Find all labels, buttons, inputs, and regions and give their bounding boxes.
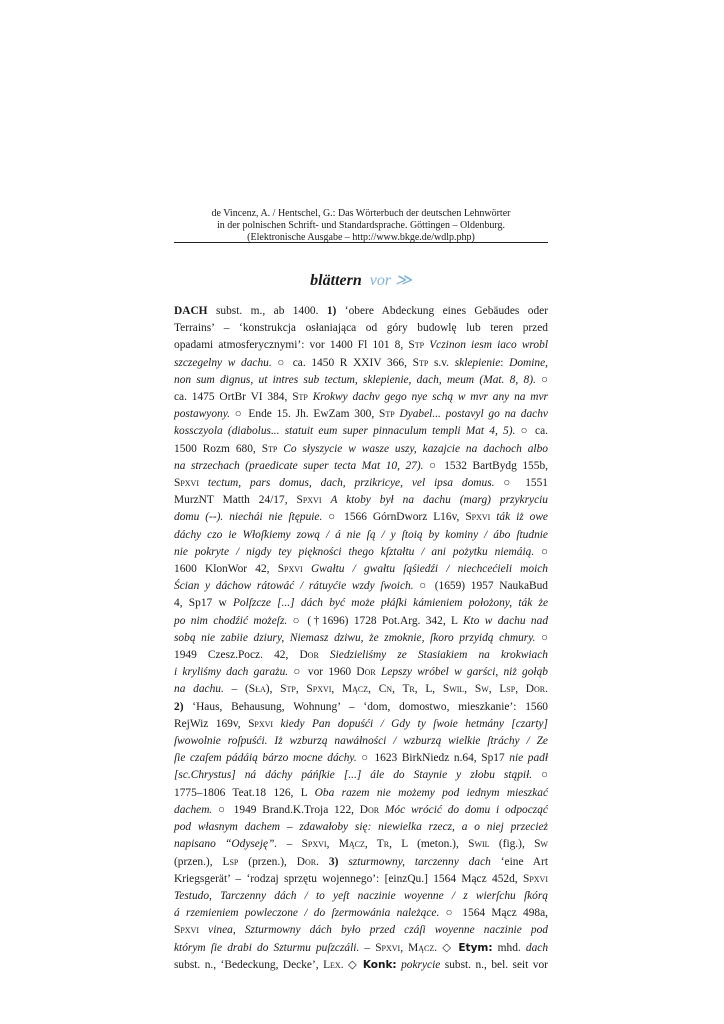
entry-text: Swil <box>468 838 490 851</box>
entry-text: dachem. <box>174 803 213 816</box>
browse-title: blättern <box>310 272 362 289</box>
entry-line <box>174 423 548 440</box>
entry-text: MurzNT Matth 24/17, <box>174 494 297 507</box>
entry-line <box>174 716 548 733</box>
entry-text: szczegelny w dachu. <box>174 356 272 369</box>
entry-text: 1775–1806 Teat.18 126, L <box>174 786 315 799</box>
entry-line <box>174 613 548 630</box>
citation-header <box>174 208 548 244</box>
entry-text: Dor <box>356 666 376 679</box>
entry-text: opadami atmosferycznymi’: vor 1400 Fl 101 8, <box>174 339 409 352</box>
entry-text: Oba razem nie możemy pod iednym mieszkać <box>314 786 548 799</box>
entry-text: . ◇ <box>434 941 459 954</box>
entry-text: ○ <box>535 631 549 644</box>
entry-text: ſwowolnie roſpuśći. Iż wzburzą nawáłności / wzburzą wielkie ſtráchy / Ze <box>174 735 548 748</box>
entry-line <box>174 647 548 664</box>
entry-text: ○ 1949 Brand.K.Troja 122, <box>212 803 360 816</box>
entry-line <box>174 492 548 509</box>
entry-text: ca. 1475 OrtBr VI 384, <box>174 391 293 404</box>
entry-text: napisano “Odyseję”. <box>174 838 278 851</box>
entry-text: szturmowny, tarczenny dach <box>348 855 491 868</box>
entry-text: Spxvi <box>277 563 303 576</box>
entry-text: na strzechach (praedicate super tecta Mat 10, 27). <box>174 459 424 472</box>
entry-line <box>174 905 548 922</box>
entry-text: subst. n., bel. seit vor <box>440 958 548 971</box>
entry-text: (przen.), <box>174 855 223 868</box>
entry-text: non sum dignus, ut intres sub tectum, sklepienie, dach, meum (Mat. 8, 8). <box>174 373 536 386</box>
entry-text: którym ſie drabi do Szturmu puſzczáli. <box>174 941 360 954</box>
entry-text <box>338 856 348 868</box>
entry-text: ○ <box>532 769 548 782</box>
entry-line <box>174 664 548 681</box>
next-link[interactable] <box>370 272 412 289</box>
entry-text: Dyabel... postavyl go na dachv <box>399 408 548 421</box>
entry-line <box>174 561 548 578</box>
entry-text: ○ (†1696) 1728 Pot.Arg. 342, L <box>287 614 463 627</box>
entry-text: pokrycie <box>401 958 441 971</box>
next-arrow-icon: ≫ <box>395 272 412 289</box>
citation-line-3: (Elektronische Ausgabe – http://www.bkge.de/wdlp.php) <box>247 232 475 243</box>
entry-text: subst. n., ‘Bedeckung, Decke’, <box>174 958 324 971</box>
header-divider <box>174 242 548 243</box>
entry-text: ○ 1532 BartBydg 155b, <box>423 459 548 472</box>
entry-text: Stp <box>261 442 278 455</box>
entry-text: postawyony. <box>174 408 231 421</box>
entry-text: Testudo, Tarczenny dách / to yeſt naczinie woyenne / z wierſchu ſkórą <box>174 889 548 902</box>
entry-text <box>273 718 280 730</box>
entry-text: DACH <box>174 305 208 317</box>
entry-text: ○ vor 1960 <box>288 666 357 679</box>
entry-line <box>174 355 548 372</box>
entry-text: Spxvi <box>465 511 491 524</box>
entry-text: (fig.), <box>489 838 535 851</box>
entry-line <box>174 630 548 647</box>
entry-text: Gwałtu / gwałtu ſąśiedźi / niechcećieli moich <box>310 563 549 576</box>
entry-text: ○ ca. <box>515 425 548 438</box>
citation-line-1: de Vincenz, A. / Hentschel, G.: Das Wörterbuch der deutschen Lehnwörter <box>211 208 511 219</box>
entry-text: , L (meton.), <box>389 838 469 851</box>
entry-text: . ◇ <box>340 958 363 971</box>
entry-text: Polſzcze [...] dách być może płáſki kámieniem położony, ták że <box>232 597 548 610</box>
entry-line <box>174 819 548 836</box>
entry-text: Etym: <box>458 941 493 954</box>
entry-text: dach <box>525 941 549 954</box>
entry-text: – ( <box>223 683 249 696</box>
entry-text: Spxvi <box>522 872 548 885</box>
entry-text: Terrains’ – ‘konstrukcja osłaniająca od góry budowlę lub teren przed <box>174 322 548 335</box>
entry-text: na dachu. <box>174 683 224 696</box>
entry-text: Dor <box>299 649 319 662</box>
entry-text: RejWiz 169v, <box>174 717 249 730</box>
entry-line <box>174 681 548 698</box>
entry-text: Domine, <box>509 356 549 369</box>
entry-line <box>174 750 548 767</box>
entry-line <box>174 303 548 320</box>
entry-text: Stp, Spxvi, Mącz, Cn, Tr, L, Swil, Sw, Lsp, Dor. <box>280 683 548 696</box>
entry-text: 4, Sp17 w <box>174 597 233 610</box>
entry-text <box>303 563 311 575</box>
entry-text: Dor <box>359 803 380 816</box>
entry-text: ‘eine Art <box>490 855 548 868</box>
browse-navigation <box>174 271 548 291</box>
entry-text: Lex <box>323 958 341 971</box>
entry-text: ○ <box>535 373 548 386</box>
entry-line <box>174 578 548 595</box>
entry-text: Stp <box>412 356 429 369</box>
entry-line <box>174 595 548 612</box>
entry-line <box>174 475 548 492</box>
entry-text: 1) <box>326 305 337 317</box>
entry-line <box>174 441 548 458</box>
entry-text: domu (--). niechái nie ſtępuie. <box>174 511 323 524</box>
entry-text <box>199 477 208 489</box>
entry-text: ○ (1659) 1957 NaukaBud <box>413 580 548 593</box>
entry-text: nie padł <box>509 752 549 765</box>
entry-text: ○ ca. 1450 R XXIV 366, <box>271 356 413 369</box>
entry-text: subst. m., ab 1400. <box>207 305 327 317</box>
entry-text: 1949 Czesz.Pocz. 42, <box>174 649 300 662</box>
entry-line <box>174 957 548 974</box>
entry-text: ○ 1564 Mącz 498a, <box>439 907 549 920</box>
entry-line <box>174 372 548 389</box>
entry-text: kossczyola (diabolus... statuit eum super pinnaculum templi Mat 4, 5). <box>174 425 516 438</box>
entry-text: ○ Ende 15. Jh. EwZam 300, <box>230 408 379 421</box>
entry-text: Kriegsgerät’ – ‘rodzaj sprzętu wojennego’: [einzQu.] 1564 Mącz 452d, <box>174 872 523 885</box>
entry-text: ‘obere Abdeckung eines Gebäudes oder <box>336 305 548 317</box>
entry-text: ſie czaſem pádáią bárzo mocne dáchy. <box>174 752 357 765</box>
entry-text: 1600 KlonWor 42, <box>174 563 278 576</box>
entry-text: sklepienie <box>454 356 501 369</box>
entry-text: Vczinon iesm iaco wrobl <box>429 339 548 352</box>
entry-text: Lsp <box>222 855 239 868</box>
entry-text: 1500 Rozm 680, <box>174 442 262 455</box>
entry-text: mhd. <box>492 941 526 954</box>
entry-text: nie pokryte / nigdy tey piękności thego kſztałtu / ani pożytku niemáią. <box>174 545 535 558</box>
entry-text: (przen.), <box>238 855 297 868</box>
entry-text: sobą nie zabiie dziury, Niemasz dziwu, że zmoknie, ſkoro przyidą chmury. <box>174 631 536 644</box>
entry-text: [sc.Chrystus] ná dáchy páńſkie [...] ále do Staynie y złobu stąpił. <box>174 769 533 782</box>
entry-text: Spxvi, Mącz <box>375 941 435 954</box>
entry-text: Móc wrócić do domu i odpocząć <box>384 803 548 816</box>
entry-text: – <box>277 838 302 851</box>
entry-text: Sła <box>248 683 266 696</box>
entry-text: Spxvi, Mącz, Tr <box>301 838 390 851</box>
entry-line <box>174 509 548 526</box>
entry-text: pod własnym dachem – zdawałoby się: niewielka rzecz, a o niej przecież <box>174 821 548 834</box>
entry-text <box>199 924 208 936</box>
entry-text: Stp <box>378 408 395 421</box>
entry-line <box>174 320 548 337</box>
entry-line <box>174 854 548 871</box>
entry-line <box>174 767 548 784</box>
entry-line <box>174 527 548 544</box>
entry-text: Spxvi <box>174 477 200 490</box>
entry-text: Stp <box>408 339 425 352</box>
entry-text: – <box>359 941 376 954</box>
entry-text: ‘Haus, Behausung, Wohnung’ – ‘dom, domostwo, mieszkanie’: 1560 <box>183 700 548 713</box>
entry-line <box>174 337 548 354</box>
dictionary-entry <box>174 303 548 974</box>
entry-line <box>174 871 548 888</box>
entry-text: i kryliśmy dach garażu. <box>174 666 289 679</box>
entry-line <box>174 389 548 406</box>
entry-text: Co słyszycie w wasze uszy, kazajcie na dachoch albo <box>283 442 548 455</box>
entry-text: Kto w dachu nad <box>462 614 549 627</box>
entry-text: Krokwy dachv gego nye schą w mvr any na mvr <box>312 391 548 404</box>
entry-line <box>174 940 548 957</box>
citation-line-2: in der polnischen Schrift- und Standardsprache. Göttingen – Oldenburg. <box>216 220 506 231</box>
entry-text: A ktoby był na dachu (marg) przykryciu <box>330 494 548 507</box>
entry-line <box>174 544 548 561</box>
entry-text: Lepszy wróbel w garści, niż gołąb <box>380 666 548 679</box>
entry-text: 2) <box>174 700 184 713</box>
entry-text: . <box>316 855 329 868</box>
entry-text: : <box>500 356 510 369</box>
entry-text: á rzemieniem powleczone / do ſzermowánia należące. <box>174 907 440 920</box>
next-link-label: vor <box>369 272 392 289</box>
entry-text: Sw <box>534 838 548 851</box>
entry-text: Stp <box>292 391 308 404</box>
entry-text: Spxvi <box>174 924 200 937</box>
entry-text: Dor <box>296 855 317 868</box>
entry-line <box>174 458 548 475</box>
entry-text: ), <box>265 683 281 696</box>
entry-text: Ścian y dáchow rátowáć / rátuyćie wzdy ſwoich. <box>174 580 414 593</box>
entry-text: ○ 1623 BirkNiedz n.64, Sp17 <box>356 752 510 765</box>
entry-line <box>174 802 548 819</box>
entry-text: vinea, Szturmowny dách było przed czáſi woyenne naczinie pod <box>208 924 548 937</box>
entry-text: ○ 1551 <box>494 477 549 490</box>
entry-text: kiedy Pan dopuśći / Gdy ty ſwoie hetmány [czarty] <box>280 717 548 730</box>
entry-text <box>319 649 330 661</box>
entry-text: Spxvi <box>296 494 322 507</box>
entry-text: Konk: <box>362 958 397 971</box>
entry-text: tectum, pars domus, dach, przikricye, vel ipsa domus. <box>207 477 495 490</box>
entry-line <box>174 699 548 716</box>
entry-text: Siedzieliśmy ze Stasiakiem na krokwiach <box>329 649 548 662</box>
entry-line <box>174 922 548 939</box>
entry-text: ○ <box>534 545 548 558</box>
entry-text: 3) <box>328 855 339 868</box>
entry-text: dáchy czo ie Włoſkiemy zową / á nie ſą / y ſtoią by kominy / ábo ſtudnie <box>174 528 548 541</box>
entry-line <box>174 733 548 750</box>
entry-text: ták iż owe <box>496 511 548 524</box>
entry-text: ○ 1566 GórnDworz L16v, <box>322 511 466 524</box>
entry-text: po nim chodźić możeſz. <box>174 614 288 627</box>
entry-text: Spxvi <box>248 717 274 730</box>
entry-text: s.v. <box>428 356 455 369</box>
entry-line <box>174 836 548 853</box>
entry-line <box>174 406 548 423</box>
entry-line <box>174 888 548 905</box>
entry-line <box>174 785 548 802</box>
